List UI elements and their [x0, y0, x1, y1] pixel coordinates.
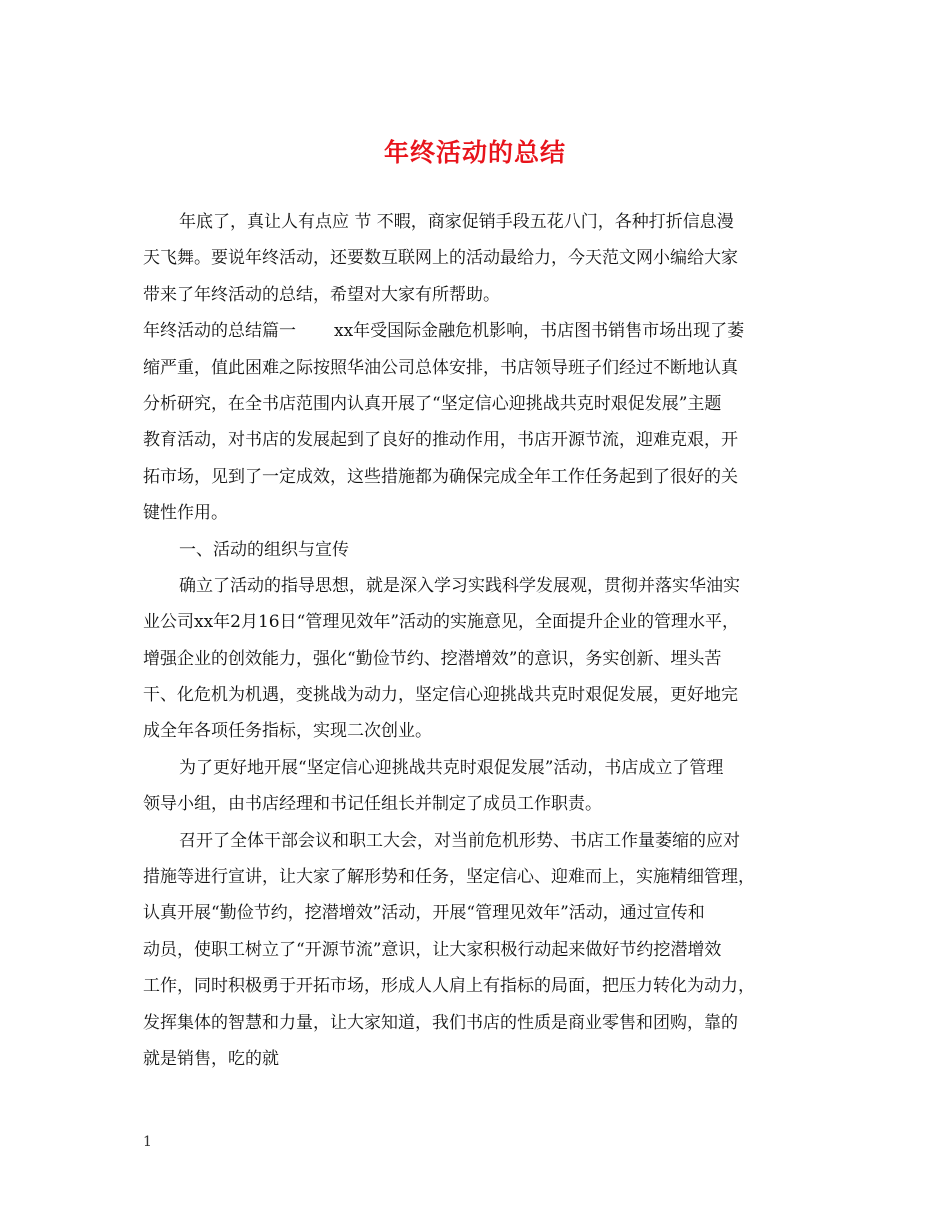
- text-line: 领导小组，由书店经理和书记任组长并制定了成员工作职责。: [143, 794, 602, 815]
- text-line: 干、化危机为机遇，变挑战为动力，坚定信心迎挑战共克时艰促发展，更好地完: [143, 685, 738, 706]
- text-line: 措施等进行宣讲，让大家了解形势和任务，坚定信心、迎难而上，实施精细管理，: [143, 867, 755, 888]
- text-line: 带来了年终活动的总结，希望对大家有所帮助。: [143, 284, 500, 305]
- text-line: 就是销售，吃的就: [143, 1048, 279, 1069]
- page-number: 1: [143, 1134, 152, 1150]
- text-line-with-heading: [143, 313, 813, 349]
- text-line: 成全年各项任务指标，实现二次创业。: [143, 721, 432, 742]
- text-line: 拓市场，见到了一定成效，这些措施都为确保完成全年工作任务起到了很好的关: [143, 466, 738, 487]
- text-line: 年底了，真让人有点应 节 不暇，商家促销手段五花八门，各种打折信息漫: [179, 212, 734, 232]
- section-heading: 一、活动的组织与宣传: [179, 539, 349, 560]
- text-line: 为了更好地开展“坚定信心迎挑战共克时艰促发展”活动，书店成立了管理: [179, 757, 724, 778]
- text-line: 缩严重，值此困难之际按照华油公司总体安排，书店领导班子们经过不断地认真: [143, 357, 738, 378]
- text-line: 分析研究，在全书店范围内认真开展了“坚定信心迎挑战共克时艰促发展”主题: [143, 393, 722, 414]
- text-line: 工作，同时积极勇于开拓市场，形成人人肩上有指标的局面，把压力转化为动力，: [143, 976, 755, 997]
- text-line: 教育活动，对书店的发展起到了良好的推动作用，书店开源节流，迎难克艰，开: [143, 430, 738, 451]
- text-line: 召开了全体干部会议和职工大会，对当前危机形势、书店工作量萎缩的应对: [179, 830, 740, 851]
- text-line: 认真开展“勤俭节约，挖潜增效”活动，开展“管理见效年”活动，通过宣传和: [143, 903, 705, 924]
- text-line: 键性作用。: [143, 503, 228, 524]
- text-line: 业公司xx年2月16日“管理见效年”活动的实施意见，全面提升企业的管理水平，: [143, 612, 740, 633]
- document-title: 年终活动的总结: [383, 138, 566, 167]
- text-line: 动员，使职工树立了“开源节流”意识，让大家积极行动起来做好节约挖潜增效: [143, 939, 722, 960]
- section-label: 年终活动的总结篇一: [143, 321, 296, 342]
- text-line: 增强企业的创效能力，强化“勤俭节约、挖潜增效”的意识，务实创新、埋头苦: [143, 648, 722, 669]
- text-line: 发挥集体的智慧和力量，让大家知道，我们书店的性质是商业零售和团购，靠的: [143, 1012, 738, 1033]
- text-line: 天飞舞。要说年终活动，还要数互联网上的活动最给力，今天范文网小编给大家: [143, 248, 738, 269]
- document-body: [143, 204, 813, 1077]
- text-segment: xx年受国际金融危机影响，书店图书销售市场出现了萎: [334, 321, 745, 342]
- text-line: 确立了活动的指导思想，就是深入学习实践科学发展观，贯彻并落实华油实: [179, 575, 740, 596]
